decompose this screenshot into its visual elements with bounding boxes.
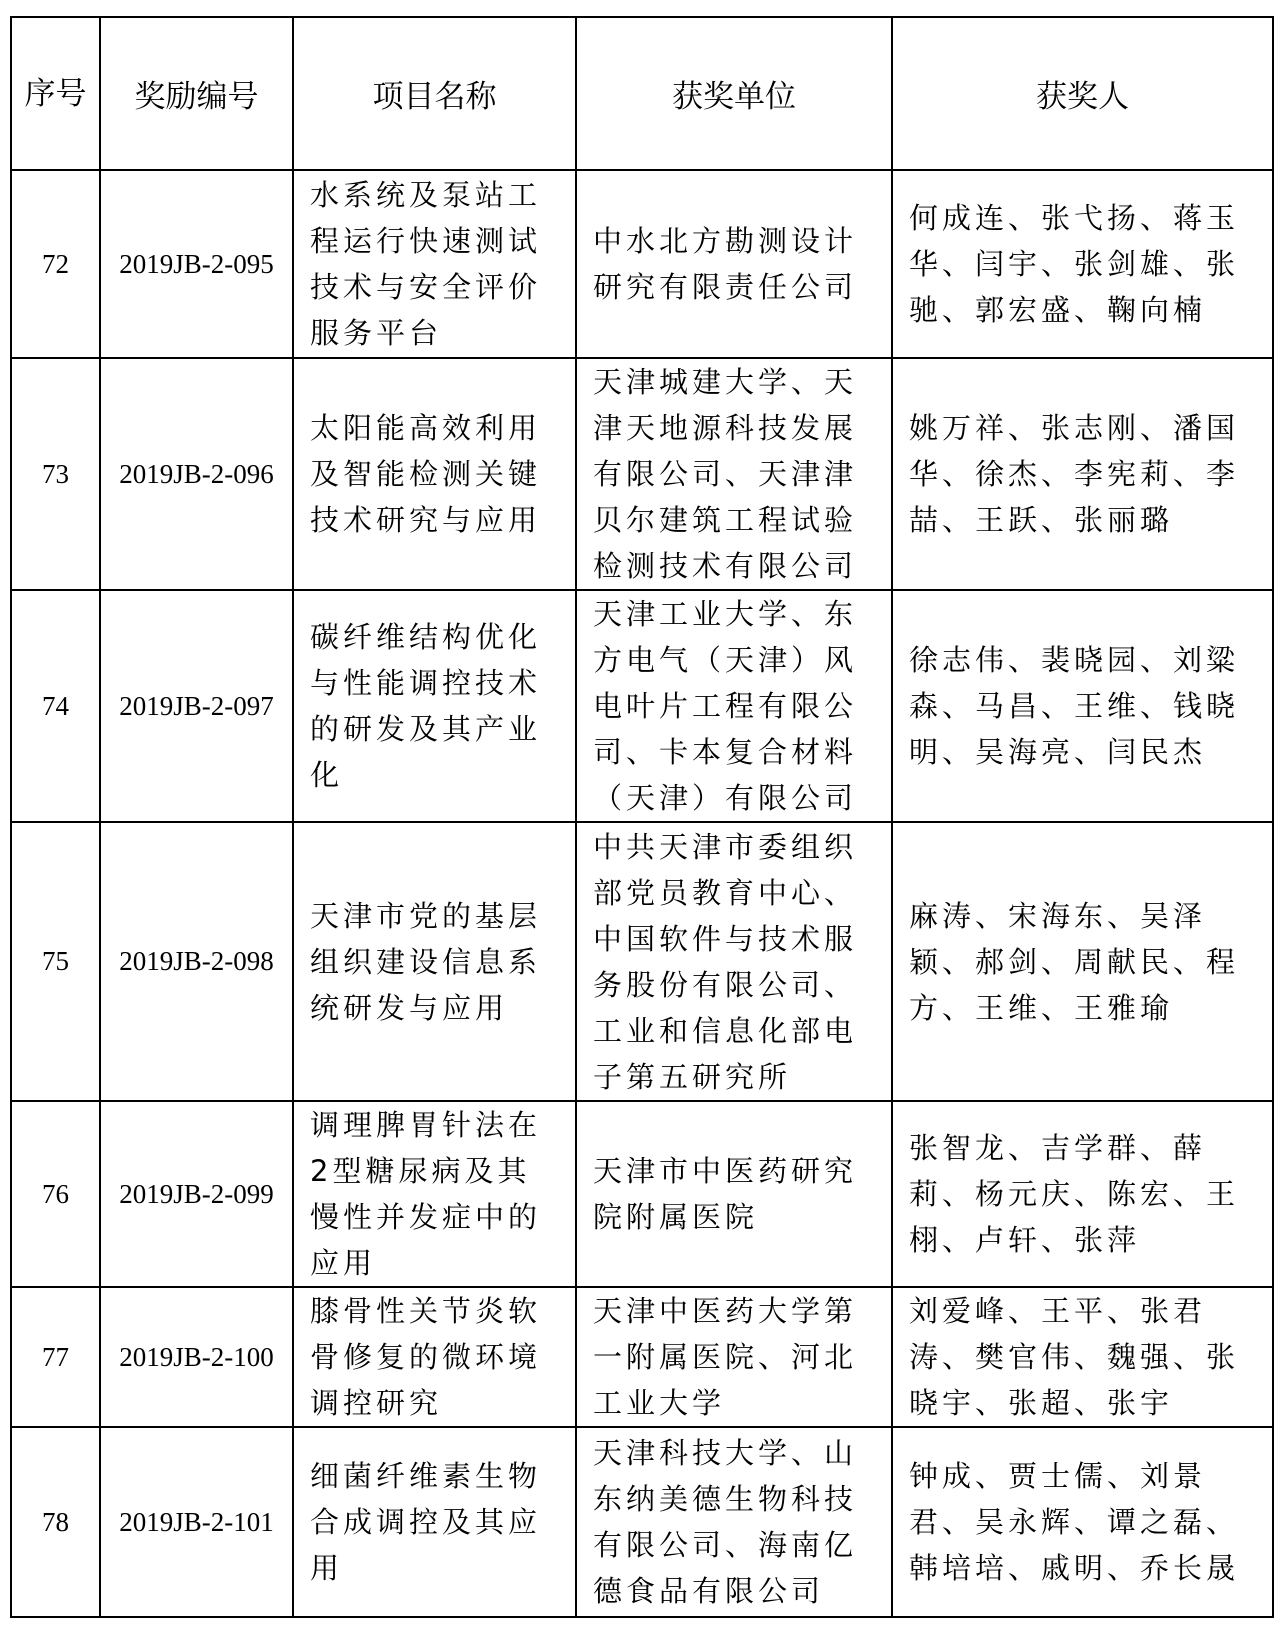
row-winners: 何成连、张弋扬、蒋玉华、闫宇、张剑雄、张驰、郭宏盛、鞠向楠	[892, 170, 1273, 358]
row-seq: 78	[11, 1427, 100, 1617]
row-award-no: 2019JB-2-097	[100, 590, 293, 822]
row-unit: 天津工业大学、东方电气（天津）风电叶片工程有限公司、卡本复合材料（天津）有限公司	[576, 590, 892, 822]
row-seq: 77	[11, 1287, 100, 1427]
row-unit: 天津科技大学、山东纳美德生物科技有限公司、海南亿德食品有限公司	[576, 1427, 892, 1617]
row-project: 膝骨性关节炎软骨修复的微环境调控研究	[293, 1287, 576, 1427]
row-award-no: 2019JB-2-098	[100, 822, 293, 1101]
row-award-no: 2019JB-2-101	[100, 1427, 293, 1617]
row-project: 天津市党的基层组织建设信息系统研发与应用	[293, 822, 576, 1101]
row-unit: 天津城建大学、天津天地源科技发展有限公司、天津津贝尔建筑工程试验检测技术有限公司	[576, 358, 892, 590]
row-winners: 钟成、贾士儒、刘景君、吴永辉、谭之磊、韩培培、戚明、乔长晟	[892, 1427, 1273, 1617]
header-seq: 序号	[11, 17, 100, 170]
row-winners: 姚万祥、张志刚、潘国华、徐杰、李宪莉、李喆、王跃、张丽璐	[892, 358, 1273, 590]
table-row	[11, 1101, 1273, 1287]
table-row	[11, 822, 1273, 1101]
header-unit: 获奖单位	[576, 17, 892, 170]
award-table	[10, 16, 1274, 1618]
row-project: 水系统及泵站工程运行快速测试技术与安全评价服务平台	[293, 170, 576, 358]
row-unit: 中水北方勘测设计研究有限责任公司	[576, 170, 892, 358]
row-project: 碳纤维结构优化与性能调控技术的研发及其产业化	[293, 590, 576, 822]
row-unit: 中共天津市委组织部党员教育中心、中国软件与技术服务股份有限公司、工业和信息化部电子第五研究所	[576, 822, 892, 1101]
header-winners: 获奖人	[892, 17, 1273, 170]
award-document	[10, 16, 1272, 1618]
row-award-no: 2019JB-2-100	[100, 1287, 293, 1427]
row-award-no: 2019JB-2-099	[100, 1101, 293, 1287]
row-winners: 张智龙、吉学群、薛莉、杨元庆、陈宏、王栩、卢轩、张萍	[892, 1101, 1273, 1287]
table-row	[11, 170, 1273, 358]
row-winners: 刘爱峰、王平、张君涛、樊官伟、魏强、张晓宇、张超、张宇	[892, 1287, 1273, 1427]
header-row	[11, 17, 1273, 170]
row-seq: 75	[11, 822, 100, 1101]
row-unit: 天津市中医药研究院附属医院	[576, 1101, 892, 1287]
header-award-no: 奖励编号	[100, 17, 293, 170]
header-project: 项目名称	[293, 17, 576, 170]
row-seq: 76	[11, 1101, 100, 1287]
table-row	[11, 1287, 1273, 1427]
row-project: 太阳能高效利用及智能检测关键技术研究与应用	[293, 358, 576, 590]
table-row	[11, 358, 1273, 590]
row-seq: 74	[11, 590, 100, 822]
row-winners: 麻涛、宋海东、吴泽颖、郝剑、周献民、程方、王维、王雅瑜	[892, 822, 1273, 1101]
row-unit: 天津中医药大学第一附属医院、河北工业大学	[576, 1287, 892, 1427]
table-row	[11, 1427, 1273, 1617]
row-project: 细菌纤维素生物合成调控及其应用	[293, 1427, 576, 1617]
row-award-no: 2019JB-2-096	[100, 358, 293, 590]
row-winners: 徐志伟、裴晓园、刘粱森、马昌、王维、钱晓明、吴海亮、闫民杰	[892, 590, 1273, 822]
row-project: 调理脾胃针法在2型糖尿病及其慢性并发症中的应用	[293, 1101, 576, 1287]
row-award-no: 2019JB-2-095	[100, 170, 293, 358]
row-seq: 73	[11, 358, 100, 590]
row-seq: 72	[11, 170, 100, 358]
table-row	[11, 590, 1273, 822]
